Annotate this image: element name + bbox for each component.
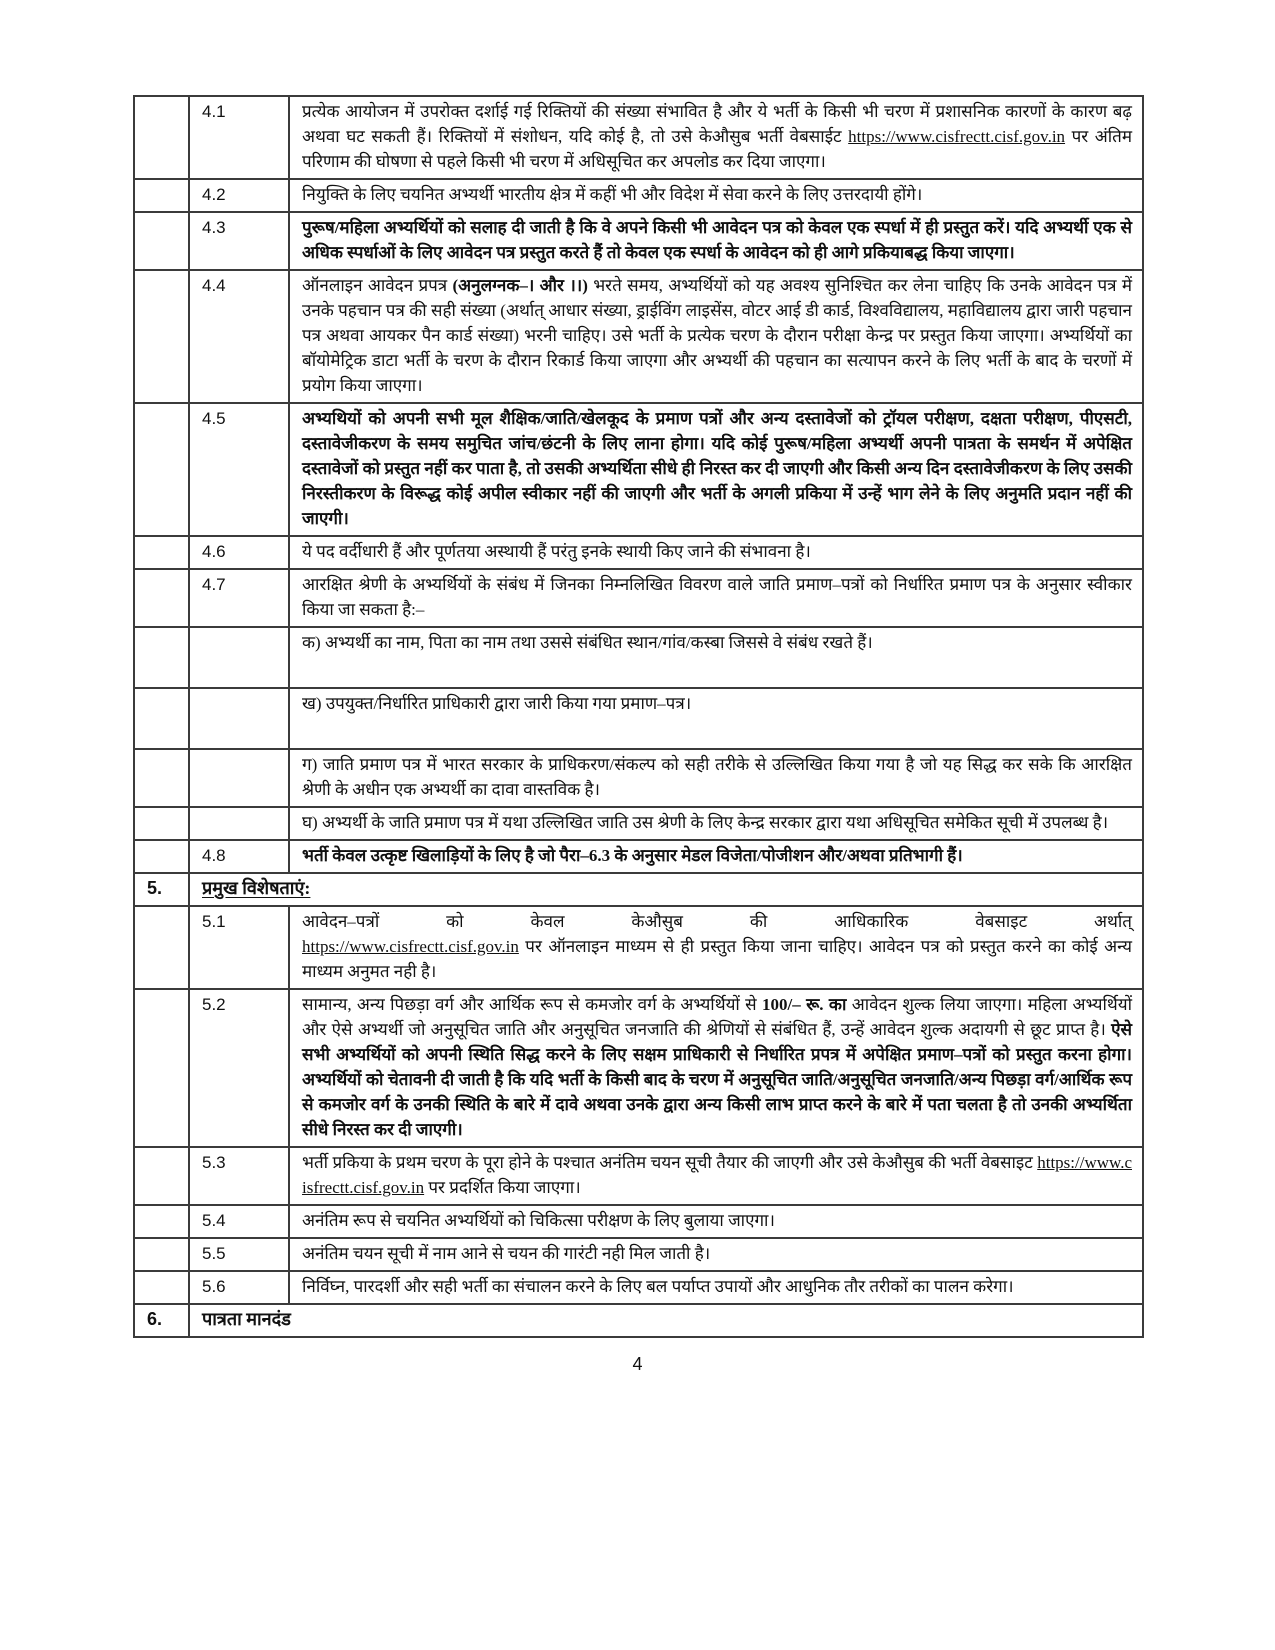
- clause-text: [289, 688, 1143, 749]
- table-row-4-8: [134, 840, 1143, 873]
- text-segment: अभ्यथियों को अपनी सभी मूल शैक्षिक/जाति/खेलकूद के प्रमाण पत्रों और अन्य दस्तावेजों को ट्रॉयल परीक्षण, दक्षता परीक्षण, पीएसटी, दस्तावेजीकरण के समय समुचित जांच/छंटनी के लिए लाना होगा। यदि कोई पुरूष/महिला अभ्यर्थी अपनी पात्रता के समर्थन में अपेक्षित दस्तावेजों को प्रस्तुत नहीं कर पाता है, तो उसकी अभ्यर्थिता सीधे ही निरस्त कर दी जाएगी और किसी अन्य दिन दस्तावेजीकरण के लिए उसकी निरस्तीकरण के विरूद्ध कोई अपील स्वीकार नहीं की जाएगी और भर्ती के अगली प्रकिया में उन्हें भाग लेने के लिए अनुमति प्रदान नहीं की जाएगी।: [302, 409, 1132, 528]
- section-title: [189, 1304, 1143, 1337]
- text-segment-bold: (अनुलग्नक–। और ।।): [452, 276, 588, 295]
- clause-text: [289, 989, 1143, 1147]
- section-number-cell: [134, 536, 189, 569]
- recruitment-website-link[interactable]: https://www.cisfrectt.cisf.gov.in: [302, 937, 519, 956]
- fee-amount: 100/– रू. का: [762, 995, 847, 1014]
- clause-text: [289, 749, 1143, 807]
- table-row-5-1: [134, 906, 1143, 989]
- text-segment: नियुक्ति के लिए चयनित अभ्यर्थी भारतीय क्षेत्र में कहीं भी और विदेश में सेवा करने के लिए उत्तरदायी होंगे।: [302, 185, 923, 204]
- section-number: 5.: [134, 873, 189, 906]
- section-title-text: पात्रता मानदंड: [202, 1309, 291, 1329]
- text-segment: ग) जाति प्रमाण पत्र में भारत सरकार के प्राधिकरण/संकल्प को सही तरीके से उल्लिखित किया गया है जो यह सिद्ध कर सके कि आरक्षित श्रेणी के अधीन एक अभ्यर्थी का दावा वास्तविक है।: [302, 755, 1132, 799]
- clause-text: [289, 627, 1143, 688]
- text-segment: पर ऑनलाइन माध्यम से ही प्रस्तुत किया जाना चाहिए। आवेदन पत्र को प्रस्तुत करने का कोई अन्य माध्यम अनुमत नही है।: [302, 937, 1132, 981]
- clause-text: [289, 569, 1143, 627]
- table-row-section-5: [134, 873, 1143, 906]
- clause-number: 4.6: [189, 536, 289, 569]
- text-segment: भर्ती केवल उत्कृष्ट खिलाड़ियों के लिए है जो पैरा–6.3 के अनुसार मेडल विजेता/पोजीशन और/अथवा प्रतिभागी हैं।: [302, 846, 963, 865]
- clause-number: 5.3: [189, 1147, 289, 1205]
- clause-text: [289, 1205, 1143, 1238]
- text-segment: क) अभ्यर्थी का नाम, पिता का नाम तथा उससे संबंधित स्थान/गांव/कस्बा जिससे वे संबंध रखते हैं।: [302, 633, 873, 652]
- section-number-cell: [134, 1238, 189, 1271]
- text-segment: पुरूष/महिला अभ्यर्थियों को सलाह दी जाती है कि वे अपने किसी भी आवेदन पत्र को केवल एक स्पर्धा में ही प्रस्तुत करें। यदि अभ्यर्थी एक से अधिक स्पर्धाओं के लिए आवेदन पत्र प्रस्तुत करते हैं तो केवल एक स्पर्धा के आवेदन को ही आगे प्रकियाबद्ध किया जाएगा।: [302, 218, 1132, 262]
- clause-number: 4.1: [189, 96, 289, 179]
- text-segment: अनंतिम चयन सूची में नाम आने से चयन की गारंटी नही मिल जाती है।: [302, 1244, 711, 1263]
- text-segment: अनंतिम रूप से चयनित अभ्यर्थियों को चिकित्सा परीक्षण के लिए बुलाया जाएगा।: [302, 1211, 775, 1230]
- clause-number: 4.2: [189, 179, 289, 212]
- clause-number: 4.4: [189, 270, 289, 403]
- section-number-cell: [134, 807, 189, 840]
- section-title-text: प्रमुख विशेषताएं:: [202, 878, 311, 898]
- text-segment: निर्विघ्न, पारदर्शी और सही भर्ती का संचालन करने के लिए बल पर्याप्त उपायों और आधुनिक तौर तरीकों का पालन करेगा।: [302, 1277, 1014, 1296]
- text-segment: घ) अभ्यर्थी के जाति प्रमाण पत्र में यथा उल्लिखित जाति उस श्रेणी के लिए केन्द्र सरकार द्वारा यथा अधिसूचित समेकित सूची में उपलब्ध है।: [302, 813, 1109, 832]
- table-row-4-7-a: [134, 627, 1143, 688]
- table-row-5-3: [134, 1147, 1143, 1205]
- text-segment: आरक्षित श्रेणी के अभ्यर्थियों के संबंध में जिनका निम्नलिखित विवरण वाले जाति प्रमाण–पत्रों को निर्धारित प्रमाण पत्र के अनुसार स्वीकार किया जा सकता है:–: [302, 575, 1132, 619]
- clause-number: 4.3: [189, 212, 289, 270]
- clause-number: 5.1: [189, 906, 289, 989]
- table-row-4-7-d: [134, 807, 1143, 840]
- text-segment: आवेदन शुल्क लिया जाएगा। महिला अभ्यर्थियों और ऐसे अभ्यर्थी जो अनुसूचित जाति और अनुसूचित जनजाति की श्रेणियों से संबंधित हैं, उन्हें आवेदन शुल्क अदायगी से छूट प्राप्त है।: [302, 995, 1132, 1039]
- table-row-5-6: [134, 1271, 1143, 1304]
- clause-number: 4.5: [189, 403, 289, 536]
- text-segment: सामान्य, अन्य पिछड़ा वर्ग और आर्थिक रूप से कमजोर वर्ग के अभ्यर्थियों से: [302, 995, 763, 1014]
- clause-number: 5.5: [189, 1238, 289, 1271]
- clause-number: 4.7: [189, 569, 289, 627]
- clause-number: [189, 627, 289, 688]
- table-row-5-4: [134, 1205, 1143, 1238]
- clause-text: [289, 270, 1143, 403]
- text-segment: ये पद वर्दीधारी हैं और पूर्णतया अस्थायी हैं परंतु इनके स्थायी किए जाने की संभावना है।: [302, 542, 811, 561]
- clause-number: 4.8: [189, 840, 289, 873]
- clause-number: [189, 749, 289, 807]
- section-number-cell: [134, 688, 189, 749]
- table-row-5-2: [134, 989, 1143, 1147]
- page-number: 4: [632, 1354, 643, 1374]
- section-number-cell: [134, 627, 189, 688]
- text-segment: प्रत्येक आयोजन में उपरोक्त दर्शाई गई रिक्तियों की संख्या संभावित है और ये भर्ती के किसी भी चरण में प्रशासनिक कारणों के कारण बढ़ अथवा घट सकती हैं। रिक्तियों में संशोधन, यदि कोई है, तो उसे केऔसुब भर्ती वेबसाईट: [302, 102, 1132, 146]
- section-number-cell: [134, 1147, 189, 1205]
- clause-number: [189, 807, 289, 840]
- text-segment: ऑनलाइन आवेदन प्रपत्र: [302, 276, 453, 295]
- section-title: [189, 873, 1143, 906]
- section-number-cell: [134, 212, 189, 270]
- clause-text: [289, 536, 1143, 569]
- section-number-cell: [134, 179, 189, 212]
- table-row-4-7-c: [134, 749, 1143, 807]
- section-number-cell: [134, 270, 189, 403]
- section-number-cell: [134, 989, 189, 1147]
- clause-text: [289, 403, 1143, 536]
- text-segment: पर अंतिम परिणाम की घोषणा से पहले किसी भी चरण में अधिसूचित कर अपलोड कर दिया जाएगा।: [302, 127, 1132, 171]
- section-number: 6.: [134, 1304, 189, 1337]
- section-number-cell: [134, 749, 189, 807]
- table-row-4-3: [134, 212, 1143, 270]
- table-row-4-1: [134, 96, 1143, 179]
- clause-number: [189, 688, 289, 749]
- clause-text: [289, 1238, 1143, 1271]
- clause-text: [289, 212, 1143, 270]
- text-segment: भर्ती प्रकिया के प्रथम चरण के पूरा होने के पश्चात अनंतिम चयन सूची तैयार की जाएगी और उसे केऔसुब की भर्ती वेबसाइट: [302, 1153, 1038, 1172]
- clause-text: [289, 807, 1143, 840]
- table-row-4-2: [134, 179, 1143, 212]
- text-segment: भरते समय, अभ्यर्थियों को यह अवश्य सुनिश्चित कर लेना चाहिए कि उनके आवेदन पत्र में उनके पहचान पत्र की सही संख्या (अर्थात् आधार संख्या, ड्राईविंग लाइसेंस, वोटर आई डी कार्ड, विश्वविद्यालय, महाविद्यालय द्वारा जारी पहचान पत्र अथवा आयकर पैन कार्ड संख्या) भरनी चाहिए। उसे भर्ती के प्रत्येक चरण के दौरान परीक्षा केन्द्र पर प्रस्तुत किया जाएगा। अभ्यर्थियों का बॉयोमेट्रिक डाटा भर्ती के चरण के दौरान रिकार्ड किया जाएगा और अभ्यर्थी की पहचान का सत्यापन करने के लिए भर्ती के बाद के चरणों में प्रयोग किया जाएगा।: [302, 276, 1132, 395]
- text-segment: पर प्रदर्शित किया जाएगा।: [424, 1178, 581, 1197]
- text-segment: ख) उपयुक्त/निर्धारित प्राधिकारी द्वारा जारी किया गया प्रमाण–पत्र।: [302, 694, 692, 713]
- section-number-cell: [134, 96, 189, 179]
- table-row-5-5: [134, 1238, 1143, 1271]
- section-number-cell: [134, 569, 189, 627]
- clause-text: [289, 1271, 1143, 1304]
- clause-number: 5.2: [189, 989, 289, 1147]
- clause-text: [289, 906, 1143, 989]
- text-segment: आवेदन–पत्रों को केवल केऔसुब की आधिकारिक वेबसाइट अर्थात्: [302, 912, 1132, 931]
- table-row-4-7-b: [134, 688, 1143, 749]
- clause-number: 5.4: [189, 1205, 289, 1238]
- recruitment-website-link[interactable]: https://www.cisfrectt.cisf.gov.in: [302, 1153, 1132, 1197]
- table-row-4-5: [134, 403, 1143, 536]
- clause-number: 5.6: [189, 1271, 289, 1304]
- table-row-4-4: [134, 270, 1143, 403]
- table-row-4-7: [134, 569, 1143, 627]
- section-number-cell: [134, 906, 189, 989]
- recruitment-website-link[interactable]: https://www.cisfrectt.cisf.gov.in: [848, 127, 1066, 146]
- clause-text: [289, 1147, 1143, 1205]
- clause-text: [289, 179, 1143, 212]
- section-number-cell: [134, 840, 189, 873]
- section-number-cell: [134, 1205, 189, 1238]
- clause-text: [289, 840, 1143, 873]
- section-number-cell: [134, 1271, 189, 1304]
- table-row-4-6: [134, 536, 1143, 569]
- section-number-cell: [134, 403, 189, 536]
- notice-table: [133, 95, 1144, 1338]
- text-segment-bold: ऐसे सभी अभ्यर्थियों को अपनी स्थिति सिद्ध करने के लिए सक्षम प्राधिकारी से निर्धारित प्रपत्र में अपेक्षित प्रमाण–पत्रों को प्रस्तुत करना होगा। अभ्यर्थियों को चेतावनी दी जाती है कि यदि भर्ती के किसी बाद के चरण में अनुसूचित जाति/अनुसूचित जनजाति/अन्य पिछड़ा वर्ग/आर्थिक रूप से कमजोर वर्ग के उनकी स्थिति के बारे में दावे अथवा उनके द्वारा अन्य किसी लाभ प्राप्त करने के बारे में पता चलता है तो उनकी अभ्यर्थिता सीधे निरस्त कर दी जाएगी।: [302, 1020, 1132, 1139]
- clause-text: [289, 96, 1143, 179]
- table-row-section-6: [134, 1304, 1143, 1337]
